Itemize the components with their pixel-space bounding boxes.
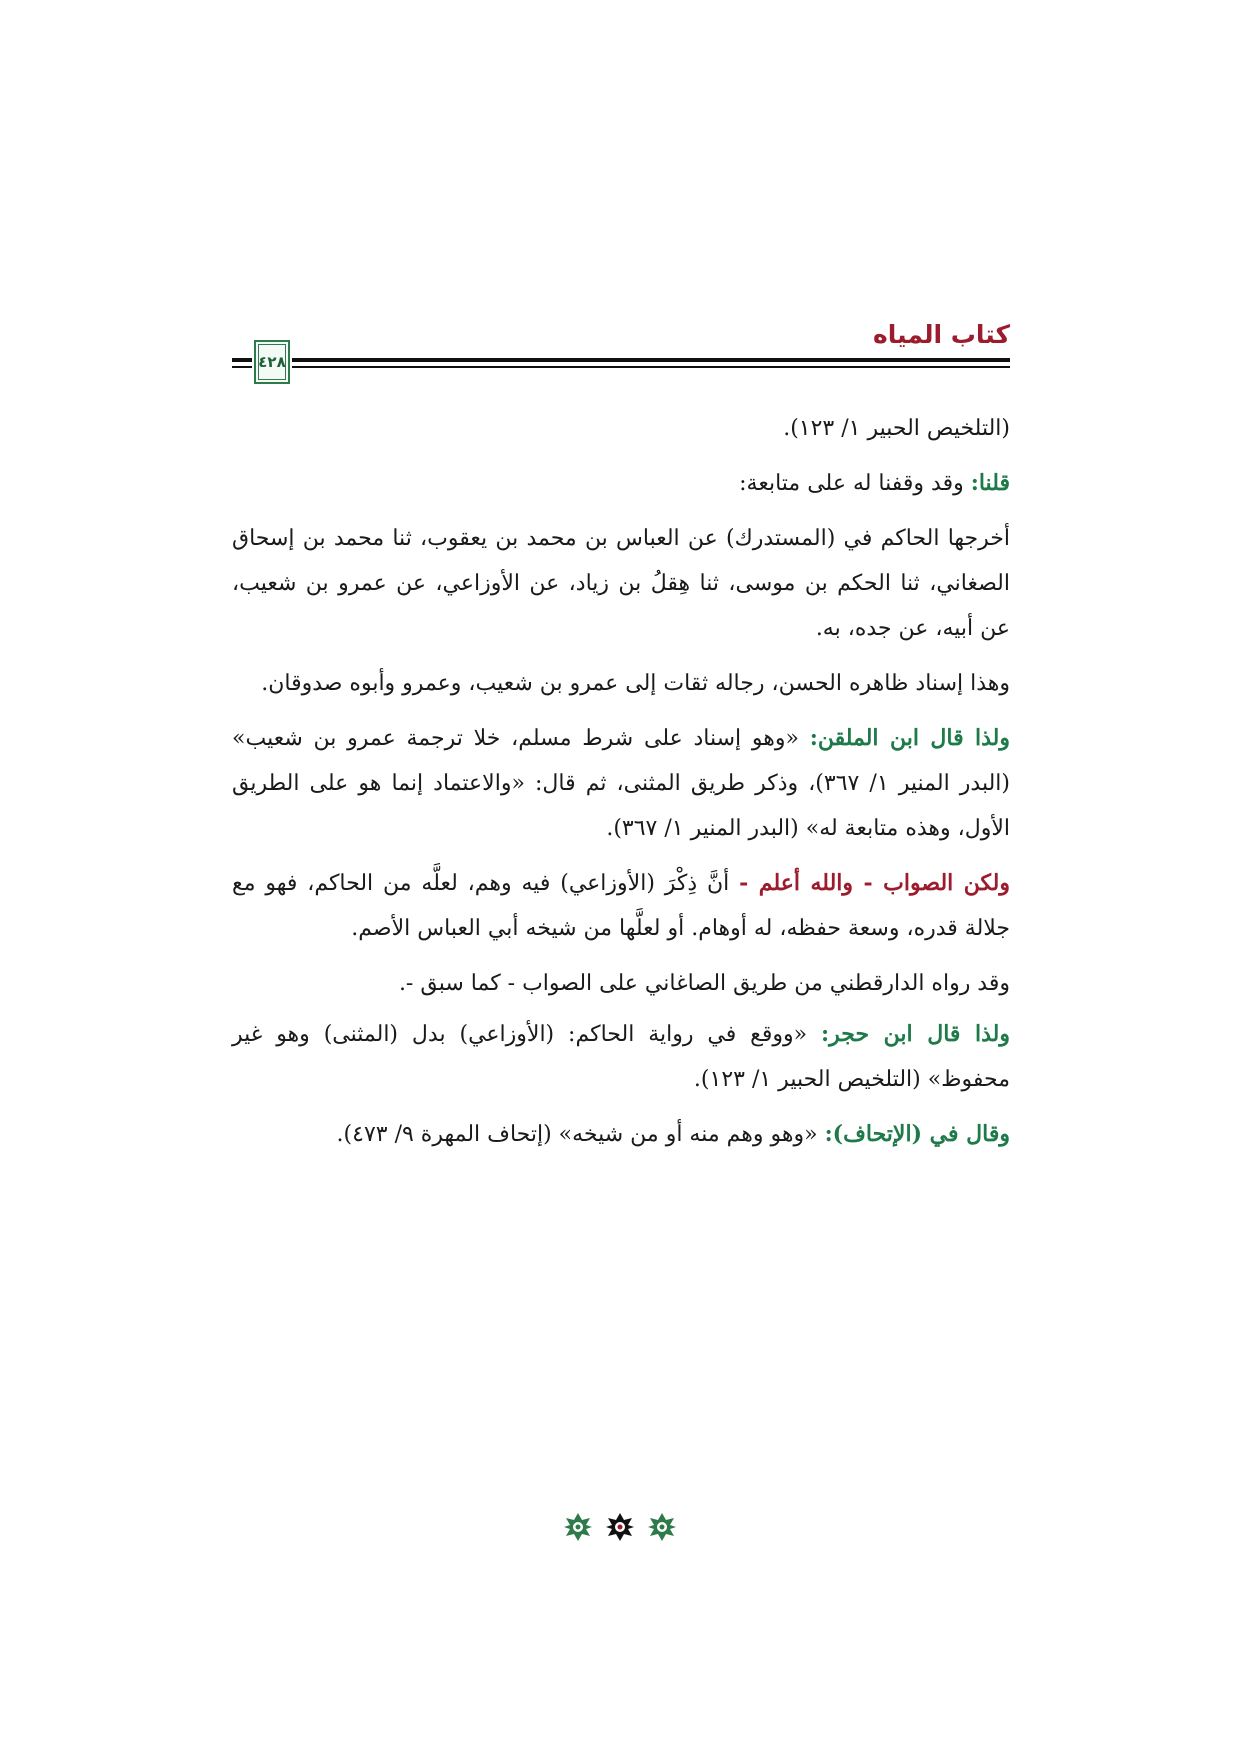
paragraph-hakim	[232, 516, 1010, 651]
paragraph-ibn-hajar	[232, 1012, 1010, 1102]
paragraph-text: أنَّ ذِكْرَ (الأوزاعي) فيه وهم، لعلَّه من الحاكم، فهو مع جلالة قدره، وسعة حفظه، له أوهام. أو لعلَّها من شيخه أبي العباس الأصم.	[232, 871, 1010, 941]
paragraph-lead: وقال في (الإتحاف):	[824, 1121, 1010, 1147]
header-rule	[292, 358, 1010, 362]
paragraph-text: «وهو وهم منه أو من شيخه» (إتحاف المهرة ٩/ ٤٧٣).	[336, 1122, 825, 1147]
paragraph-ithaf	[232, 1112, 1010, 1157]
paragraph-text: وقد وقفنا له على متابعة:	[739, 471, 971, 496]
header-rule-left	[232, 358, 252, 362]
paragraph-lead: ولذا قال ابن الملقن:	[809, 725, 1010, 751]
paragraph-text: أخرجها الحاكم في (المستدرك) عن العباس بن محمد بن يعقوب، ثنا محمد بن إسحاق الصغاني، ثنا الحكم بن موسى، ثنا هِقلُ بن زياد، عن الأوزاعي، عن عمرو بن شعيب، عن أبيه، عن جده، به.	[232, 526, 1010, 641]
page-number-frame	[254, 340, 290, 384]
paragraph-qulna	[232, 461, 1010, 506]
book-title: كتاب المياه	[872, 320, 1010, 349]
paragraph-sawab	[232, 861, 1010, 951]
paragraph-isnad	[232, 661, 1010, 706]
paragraph-text: وقد رواه الدارقطني من طريق الصاغاني على الصواب - كما سبق -.	[398, 971, 1010, 996]
paragraph-ibn-mulaqqin	[232, 716, 1010, 851]
header-rule-thin	[292, 366, 1010, 368]
header-rule-left-thin	[232, 366, 252, 368]
paragraph-text: «وهو إسناد على شرط مسلم، خلا ترجمة عمرو بن شعيب» (البدر المنير ١/ ٣٦٧)، وذكر طريق المثنى، ثم قال: «والاعتماد إنما هو على الطريق الأول، وهذه متابعة له» (البدر المنير ١/ ٣٦٧).	[232, 726, 1011, 841]
floral-ornament-icon	[647, 1512, 677, 1542]
paragraph-lead: ولذا قال ابن حجر:	[821, 1021, 1011, 1047]
page-header	[232, 318, 1010, 390]
paragraph-daraqutni	[232, 961, 1010, 1006]
paragraph-lead: ولكن الصواب - والله أعلم -	[739, 870, 1010, 896]
paragraph-citation	[232, 406, 1010, 451]
paragraph-text: «ووقع في رواية الحاكم: (الأوزاعي) بدل (المثنى) وهو غير محفوظ» (التلخيص الحبير ١/ ١٢٣).	[232, 1022, 1010, 1092]
floral-ornament-icon	[605, 1512, 635, 1542]
floral-ornament-icon	[563, 1512, 593, 1542]
section-end-ornaments	[0, 1512, 1240, 1542]
body-text	[232, 406, 1010, 1167]
page-number: ٤٢٨	[258, 353, 286, 371]
paragraph-lead: قلنا:	[970, 470, 1010, 496]
paragraph-text: (التلخيص الحبير ١/ ١٢٣).	[783, 416, 1010, 441]
paragraph-text: وهذا إسناد ظاهره الحسن، رجاله ثقات إلى عمرو بن شعيب، وعمرو وأبوه صدوقان.	[261, 671, 1010, 696]
